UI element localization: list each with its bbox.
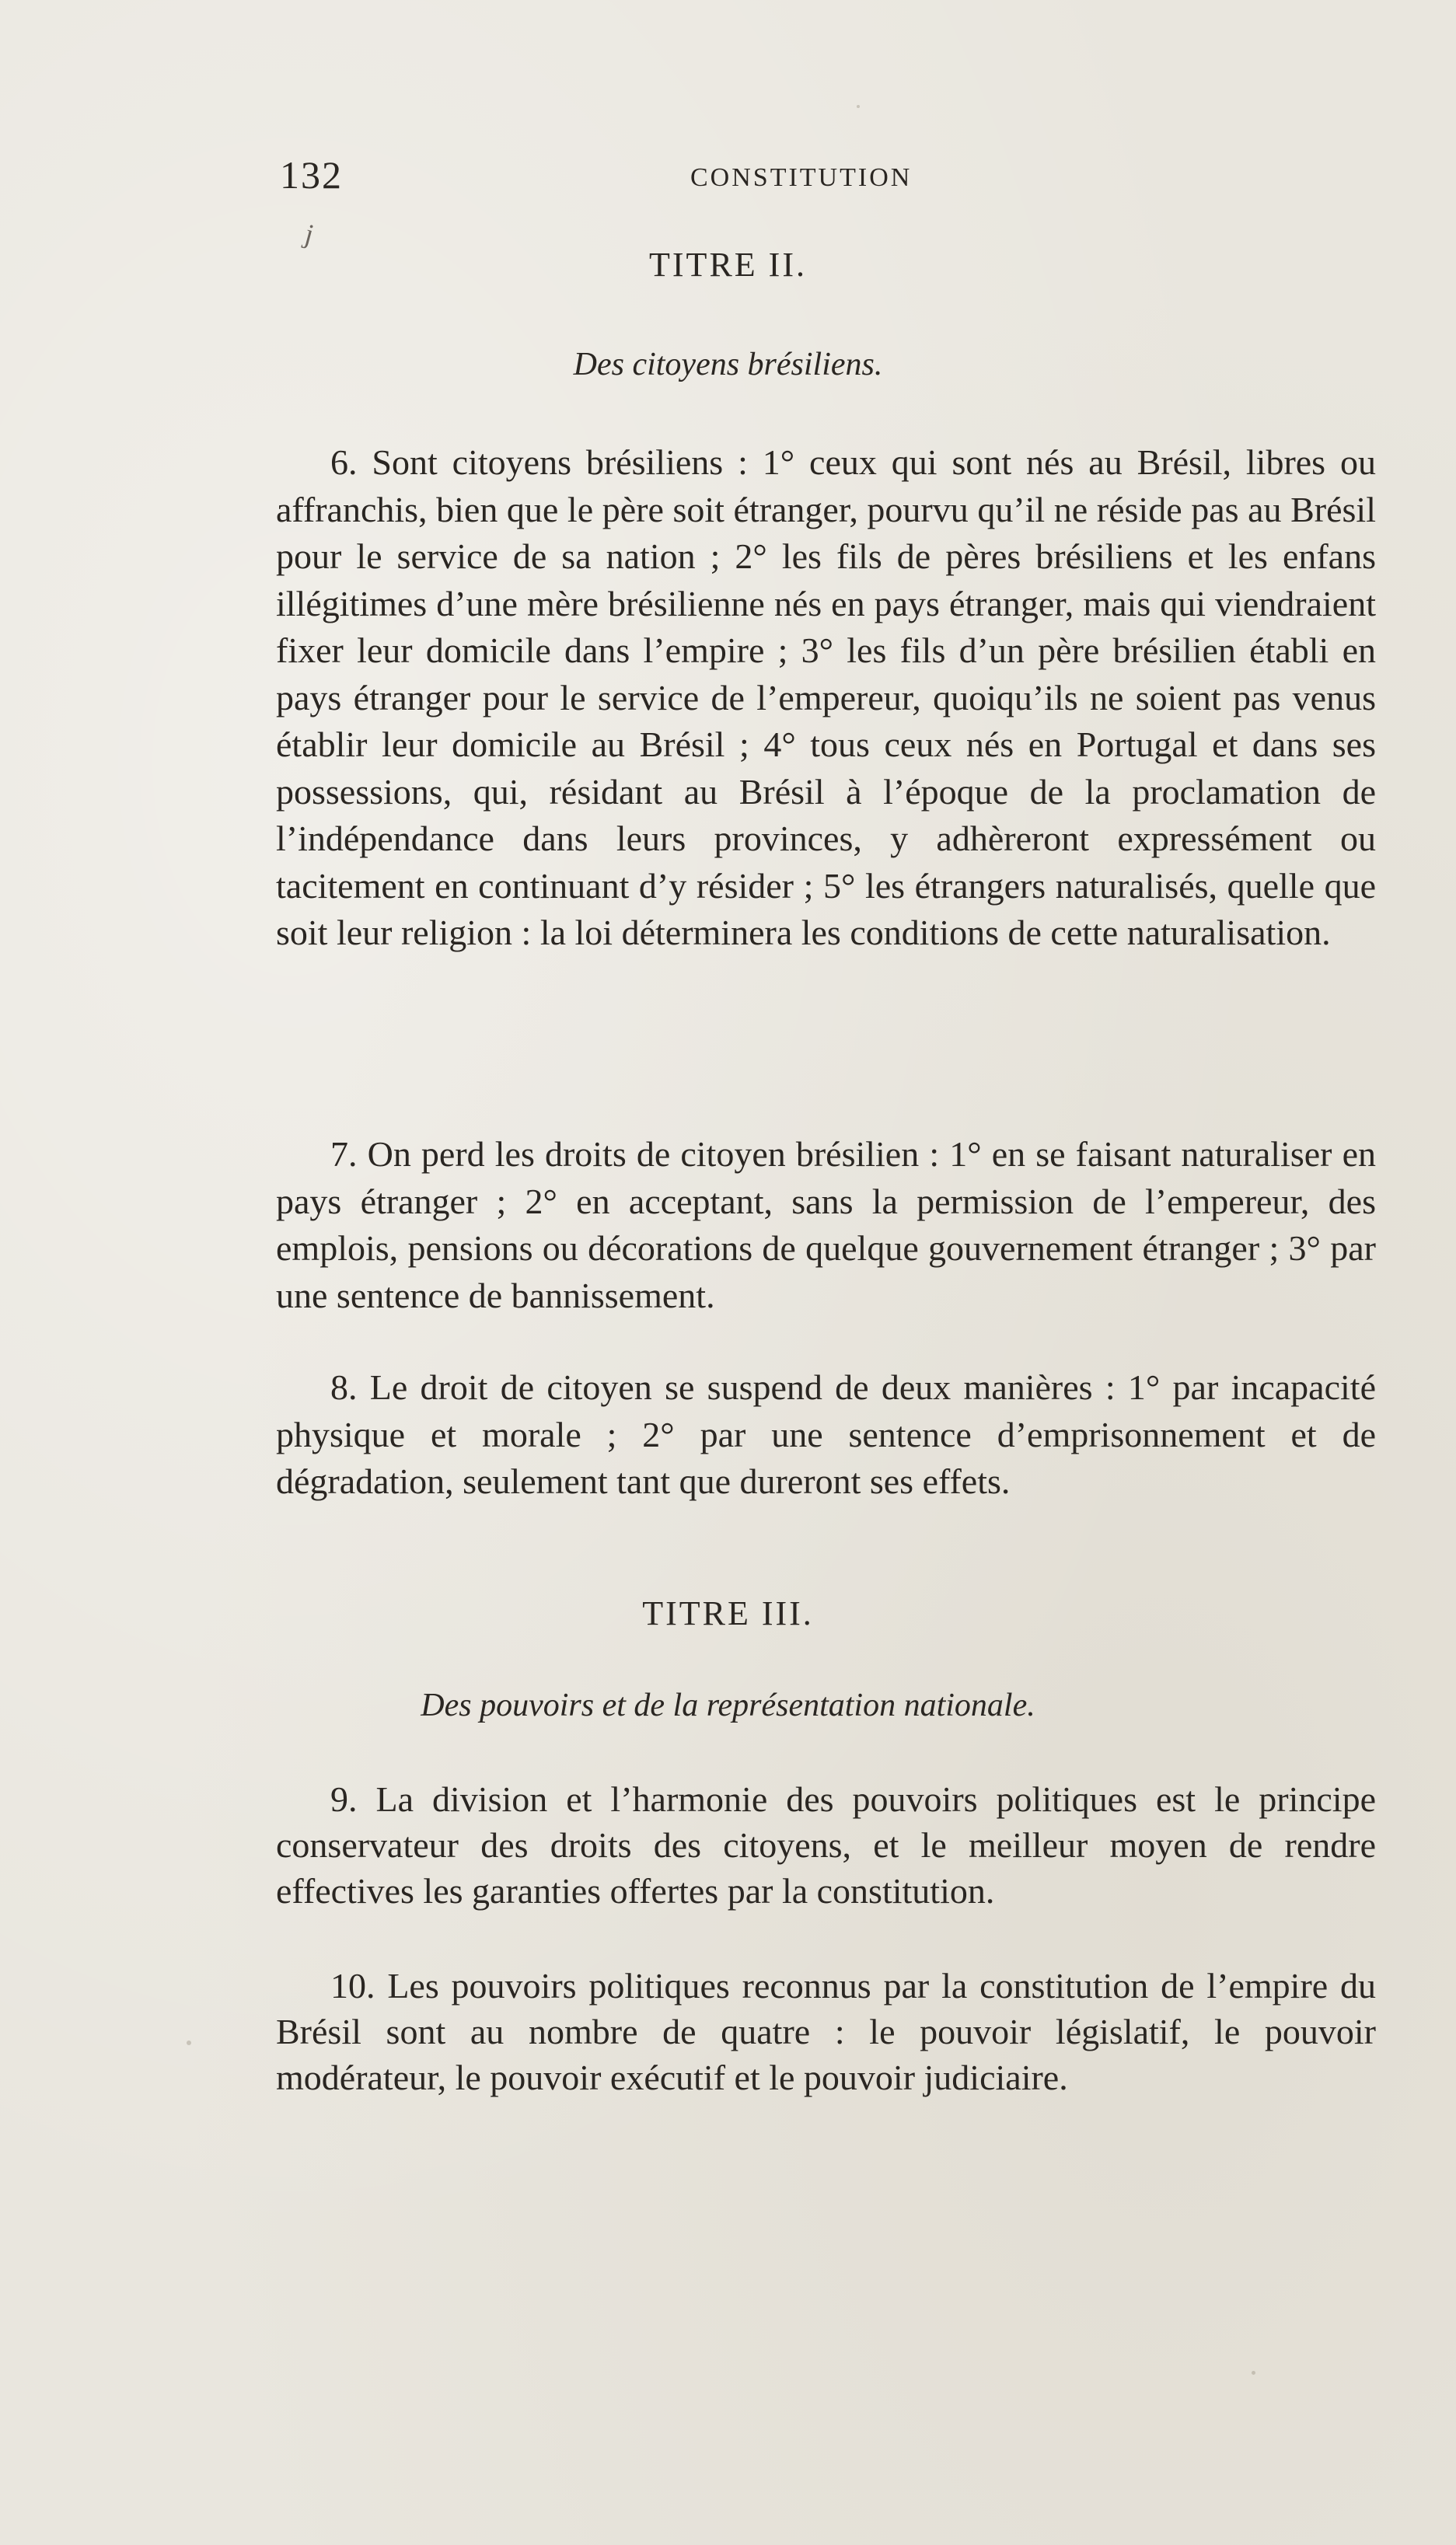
page-number: 132: [280, 153, 343, 197]
section-title-titre-ii: TITRE II.: [649, 246, 807, 284]
margin-mark: j: [301, 218, 318, 250]
running-head: [280, 152, 1368, 199]
running-title: CONSTITUTION: [690, 163, 913, 192]
article-6: 6. Sont citoyens brésiliens : 1° ceux qui sont nés au Brésil, libres ou affranchis, bien que le père soit étranger, pourvu qu’il ne réside pas au Brésil pour le service de sa nation ; 2° les fils de pères brésiliens et les enfans illégitimes d’une mère brésilienne nés en pays étranger, mais qui viendraient fixer leur domicile dans l’empire ; 3° les fils d’un père brésilien établi en pays étranger pour le service de l’empereur, quoiqu’ils ne soient pas venus établir leur domicile au Brésil ; 4° tous ceux nés en Portugal et dans ses possessions, qui, résidant au Brésil à l’époque de la proclamation de l’indépendance dans leurs provinces, y adhèreront expressément ou tacitement en continuant d’y résider ; 5° les étrangers naturalisés, quelle que soit leur religion : la loi déterminera les conditions de cette naturalisation.: [276, 442, 1376, 952]
section-subtitle-citoyens: Des citoyens brésiliens.: [573, 347, 883, 382]
article-7: 7. On perd les droits de citoyen brésilien : 1° en se faisant naturaliser en pays étranger ; 2° en acceptant, sans la permission de l’empereur, des emplois, pensions ou décorations de quelque gouvernement étranger ; 3° par une sentence de bannissement.: [276, 1134, 1376, 1315]
section-title-titre-iii: TITRE III.: [642, 1594, 814, 1632]
paper-speck: [187, 2041, 191, 2045]
article-8: 8. Le droit de citoyen se suspend de deux manières : 1° par incapacité physique et morale ; 2° par une sentence d’emprisonnement et de dégradation, seulement tant que dureront ses effets.: [276, 1367, 1376, 1501]
paper-speck: [1252, 2371, 1255, 2375]
paper-speck: [857, 105, 860, 108]
section-subtitle-pouvoirs: Des pouvoirs et de la représentation nationale.: [421, 1688, 1035, 1723]
article-10: 10. Les pouvoirs politiques reconnus par la constitution de l’empire du Brésil sont au nombre de quatre : le pouvoir législatif, le pouvoir modérateur, le pouvoir exécutif et le pouvoir judiciaire.: [276, 1966, 1376, 2097]
article-9: 9. La division et l’harmonie des pouvoirs politiques est le principe conservateur des droits des citoyens, et le meilleur moyen de rendre effectives les garanties offertes par la constitution.: [276, 1779, 1376, 1911]
